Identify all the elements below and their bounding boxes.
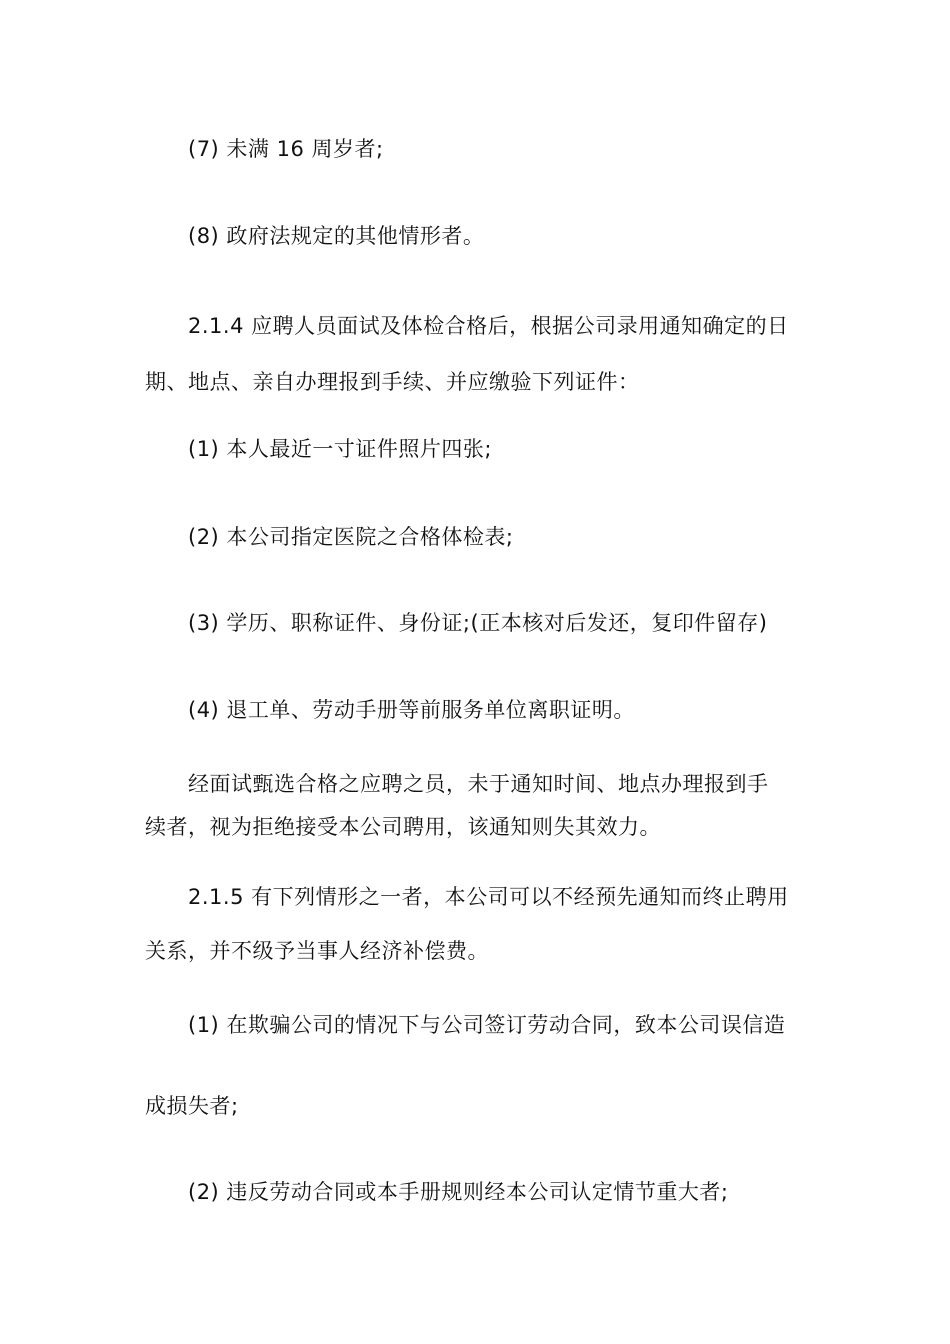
item-2-health-check: (2) 本公司指定医院之合格体检表;: [188, 525, 514, 549]
paragraph-report-line-1: 经面试甄选合格之应聘之员，未于通知时间、地点办理报到手: [188, 772, 769, 796]
termination-item-1-line-2: 成损失者;: [145, 1094, 239, 1118]
section-2-1-4-line-2: 期、地点、亲自办理报到手续、并应缴验下列证件：: [145, 370, 640, 394]
item-1-photos: (1) 本人最近一寸证件照片四张;: [188, 437, 492, 461]
item-8-other-legal-cases: (8) 政府法规定的其他情形者。: [188, 224, 485, 248]
paragraph-report-line-2: 续者，视为拒绝接受本公司聘用，该通知则失其效力。: [145, 815, 661, 839]
section-2-1-4-line-1: 2.1.4 应聘人员面试及体检合格后，根据公司录用通知确定的日: [188, 314, 789, 338]
item-4-resignation-proof: (4) 退工单、劳动手册等前服务单位离职证明。: [188, 698, 635, 722]
item-3-certificates: (3) 学历、职称证件、身份证;(正本核对后发还，复印件留存): [188, 611, 768, 635]
section-2-1-5-line-1: 2.1.5 有下列情形之一者，本公司可以不经预先通知而终止聘用: [188, 885, 789, 909]
termination-item-2: (2) 违反劳动合同或本手册规则经本公司认定情节重大者;: [188, 1180, 729, 1204]
section-2-1-5-line-2: 关系，并不级予当事人经济补偿费。: [145, 939, 489, 963]
termination-item-1-line-1: (1) 在欺骗公司的情况下与公司签订劳动合同，致本公司误信造: [188, 1013, 786, 1037]
item-7-under-16: (7) 未满 16 周岁者;: [188, 137, 384, 161]
